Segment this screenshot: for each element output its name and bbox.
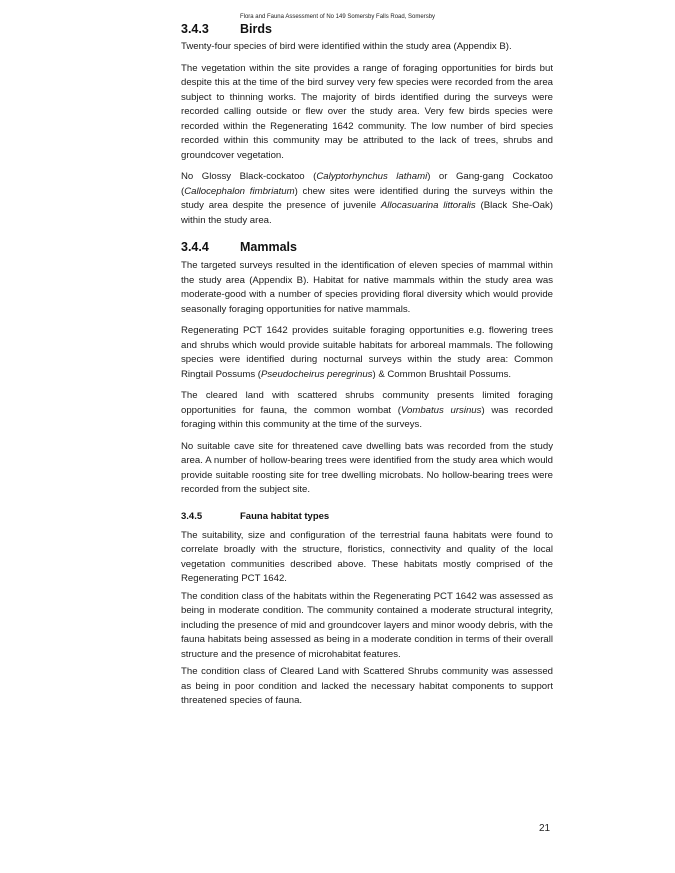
mammals-paragraph-3: The cleared land with scattered shrubs community presents limited foraging opportunities for fauna, the common wombat (Vombatus ursinus) was recorded foraging within this community at the time of the surveys. bbox=[181, 390, 553, 430]
species-name: Callocephalon fimbriatum bbox=[184, 185, 295, 197]
species-name: Pseudocheirus peregrinus bbox=[260, 368, 373, 380]
mammals-paragraph-1: The targeted surveys resulted in the identification of eleven species of mammal within the study area (Appendix B). Habitat for native mammals within the study area was moderate-good with a number of species providing floral diversity which would provide seasonally foraging opportunities for native mammals. bbox=[181, 260, 553, 315]
mammals-paragraph-4: No suitable cave site for threatened cave dwelling bats was recorded from the study area. A number of hollow-bearing trees were identified from the study area which would provide suitable roosting site for tree dwelling microbats. No hollow-bearing trees were recorded from the subject site. bbox=[181, 440, 553, 495]
section-heading-birds bbox=[181, 22, 553, 36]
section-title: Fauna habitat types bbox=[240, 510, 330, 522]
section-number: 3.4.4 bbox=[181, 240, 209, 254]
species-name: Calyptorhynchus lathami bbox=[316, 171, 428, 182]
birds-paragraph-2: The vegetation within the site provides a range of foraging opportunities for birds but despite this at the time of the bird survey very few species were recorded from the area subject to thinning works. The majority of birds identified during the surveys were recorded calling outside or flew over the study area. Very few birds species were recorded within the Regenerating 1642 community. The low number of bird species recorded within this community may be attributed to the lack of trees, shrubs and groundcover vegetation. bbox=[181, 62, 553, 161]
page-content bbox=[181, 20, 553, 709]
fauna-paragraph-2: The condition class of the habitats within the Regenerating PCT 1642 was assessed as being in moderate condition. The community contained a moderate structural integrity, including the presence of mid and groundcover layers and minor woody debris, with the fauna habitats being assessed as being in a moderate condition in terms of their overall structure and the presence of microhabitat features. bbox=[181, 590, 553, 660]
running-header: Flora and Fauna Assessment of No 149 Somersby Falls Road, Somersby bbox=[239, 14, 436, 20]
page-number: 21 bbox=[539, 823, 551, 834]
mammals-paragraph-2: Regenerating PCT 1642 provides suitable foraging opportunities e.g. flowering trees and shrubs which would provide suitable habitats for arboreal mammals. The following species were identified during nocturnal surveys within the study area: Common Ringtail Possums (Pseudocheirus peregrinus) & Common Brushtail Possums. bbox=[181, 325, 553, 380]
section-heading-mammals bbox=[181, 240, 553, 254]
section-title: Birds bbox=[240, 22, 272, 36]
birds-paragraph-3: No Glossy Black-cockatoo (Calyptorhynchus lathami) or Gang-gang Cockatoo (Callocephalon fimbriatum) chew sites were identified during the surveys within the study area despite the presence of juvenile Allocasuarina littoralis (Black She-Oak) within the study area. bbox=[181, 171, 553, 226]
section-heading-fauna-habitat bbox=[181, 511, 553, 522]
section-title: Mammals bbox=[240, 240, 297, 254]
fauna-paragraph-3: The condition class of Cleared Land with Scattered Shrubs community was assessed as being in poor condition and lacked the necessary habitat components to support threatened species of fauna. bbox=[181, 666, 553, 706]
species-name: Vombatus ursinus bbox=[400, 404, 482, 416]
species-name: Allocasuarina littoralis bbox=[380, 200, 476, 211]
fauna-paragraph-1: The suitability, size and configuration of the terrestrial fauna habitats were found to correlate broadly with the structure, floristics, connectivity and quality of the local vegetation communities described above. These habitats mostly comprised of the Regenerating PCT 1642. bbox=[181, 529, 553, 584]
section-number: 3.4.5 bbox=[181, 510, 203, 522]
section-number: 3.4.3 bbox=[181, 22, 209, 36]
birds-paragraph-1: Twenty-four species of bird were identified within the study area (Appendix B). bbox=[181, 41, 512, 52]
